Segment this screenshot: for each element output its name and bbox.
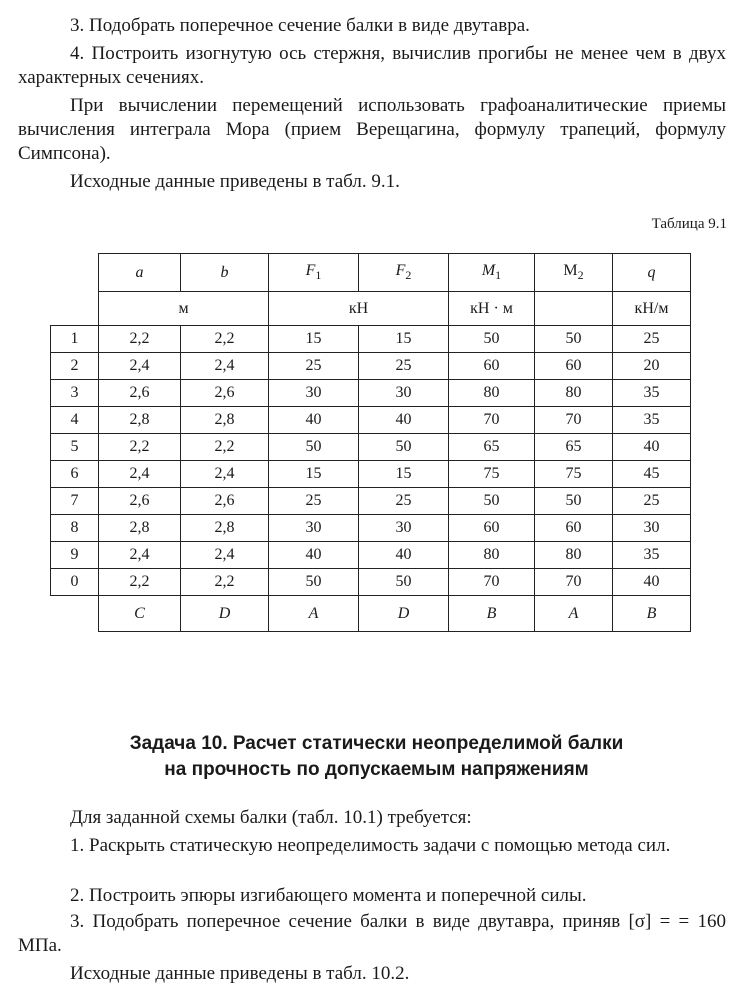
row-number-cell: 7: [51, 488, 99, 515]
table-cell: 50: [535, 488, 613, 515]
header-q: q: [613, 254, 691, 292]
table-cell: 20: [613, 353, 691, 380]
table-cell: 60: [535, 515, 613, 542]
table-row: [51, 434, 691, 461]
table-cell: 15: [359, 461, 449, 488]
footer-cell: A: [535, 596, 613, 632]
table-cell: 80: [535, 542, 613, 569]
row-number-cell: 1: [51, 326, 99, 353]
table-cell: 35: [613, 407, 691, 434]
header-f1: $F_1$: [269, 254, 359, 292]
table-cell: 35: [613, 380, 691, 407]
table-cell: 2,6: [99, 380, 181, 407]
table-cell: 30: [269, 515, 359, 542]
table-cell: 2,6: [181, 488, 269, 515]
table-corner-cell: [51, 292, 99, 326]
table-cell: 2,8: [181, 407, 269, 434]
row-number-cell: 3: [51, 380, 99, 407]
row-number-cell: 9: [51, 542, 99, 569]
table-cell: 40: [269, 542, 359, 569]
paragraph-source-data-9: Исходные данные приведены в табл. 9.1.: [70, 171, 400, 192]
table-cell: 15: [359, 326, 449, 353]
data-table-9-1: [50, 253, 691, 632]
table-cell: 15: [269, 326, 359, 353]
table-cell: 25: [613, 326, 691, 353]
table-row: [51, 326, 691, 353]
table-cell: 25: [359, 488, 449, 515]
paragraph-task-10-step-3: 3. Подобрать поперечное сечение балки в виде двутавра, приняв [σ] = = 160 МПа.: [18, 911, 726, 956]
table-cell: 40: [359, 407, 449, 434]
footer-cell: A: [269, 596, 359, 632]
paragraph-task-10-intro: Для заданной схемы балки (табл. 10.1) требуется:: [70, 807, 472, 828]
row-number-cell: 4: [51, 407, 99, 434]
table-cell: 75: [449, 461, 535, 488]
header-a: a: [99, 254, 181, 292]
table-cell: 2,2: [99, 569, 181, 596]
unit-moment: кН · м: [449, 292, 535, 326]
table-header-row: [51, 254, 691, 292]
table-cell: 2,4: [181, 353, 269, 380]
table-cell: 75: [535, 461, 613, 488]
table-row: [51, 542, 691, 569]
row-number-cell: 8: [51, 515, 99, 542]
table-body: [51, 326, 691, 596]
table-row: [51, 515, 691, 542]
table-footer-row: [51, 596, 691, 632]
table-row: [51, 353, 691, 380]
table-cell: 30: [613, 515, 691, 542]
table-cell: 25: [613, 488, 691, 515]
table-cell: 25: [269, 353, 359, 380]
table-cell: 2,6: [99, 488, 181, 515]
table-cell: 2,6: [181, 380, 269, 407]
unit-length: м: [99, 292, 269, 326]
table-row: [51, 488, 691, 515]
paragraph-mohr-methods: При вычислении перемещений использовать графоаналитические приемы вычисления интеграла Мора (прием Верещагина, формулу трапеций, формулу Симпсона).: [18, 95, 726, 164]
table-cell: 2,8: [99, 515, 181, 542]
header-m1: $M_1$: [449, 254, 535, 292]
table-row: [51, 461, 691, 488]
table-cell: 40: [359, 542, 449, 569]
table-caption: Таблица 9.1: [651, 216, 727, 232]
table-cell: 50: [359, 434, 449, 461]
table-cell: 2,2: [99, 326, 181, 353]
table-cell: 50: [449, 326, 535, 353]
table-cell: 35: [613, 542, 691, 569]
table-cell: 70: [449, 407, 535, 434]
footer-cell: C: [99, 596, 181, 632]
table-cell: 2,2: [99, 434, 181, 461]
row-number-cell: 6: [51, 461, 99, 488]
table-cell: 30: [359, 380, 449, 407]
row-number-cell: 0: [51, 569, 99, 596]
table-cell: 50: [269, 569, 359, 596]
table-cell: 70: [449, 569, 535, 596]
unit-load: кН/м: [613, 292, 691, 326]
table-cell: 50: [359, 569, 449, 596]
table-cell: 2,4: [99, 542, 181, 569]
table-cell: 2,8: [99, 407, 181, 434]
table-cell: 2,8: [181, 515, 269, 542]
table-cell: 40: [613, 569, 691, 596]
table-row: [51, 407, 691, 434]
table-cell: 2,4: [181, 542, 269, 569]
header-f2: $F_2$: [359, 254, 449, 292]
table-cell: 70: [535, 407, 613, 434]
table-cell: 2,4: [99, 461, 181, 488]
paragraph-step-3: 3. Подобрать поперечное сечение балки в виде двутавра.: [70, 15, 530, 36]
table-cell: 30: [359, 515, 449, 542]
table-row: [51, 380, 691, 407]
table-cell: 25: [269, 488, 359, 515]
table-cell: 50: [269, 434, 359, 461]
table-cell: 2,4: [99, 353, 181, 380]
task-10-heading: [0, 731, 753, 783]
table-cell: 25: [359, 353, 449, 380]
table-cell: 2,2: [181, 434, 269, 461]
task-10-title-line-2: на прочность по допускаемым напряжениям: [164, 759, 589, 780]
table-cell: 45: [613, 461, 691, 488]
header-b: b: [181, 254, 269, 292]
footer-cell: D: [181, 596, 269, 632]
paragraph-task-10-step-1: 1. Раскрыть статическую неопределимость задачи с помощью метода сил.: [70, 835, 671, 856]
table-cell: 2,4: [181, 461, 269, 488]
footer-cell: B: [613, 596, 691, 632]
table-cell: 15: [269, 461, 359, 488]
table-row: [51, 569, 691, 596]
task-10-title-line-1: Задача 10. Расчет статически неопределимой балки: [129, 733, 624, 754]
table-cell: 60: [535, 353, 613, 380]
row-number-cell: 2: [51, 353, 99, 380]
table-cell: 50: [535, 326, 613, 353]
table-cell: 70: [535, 569, 613, 596]
paragraph-task-10-step-2: 2. Построить эпюры изгибающего момента и поперечной силы.: [70, 885, 587, 906]
table-units-row: [51, 292, 691, 326]
table-cell: 60: [449, 515, 535, 542]
row-number-cell: 5: [51, 434, 99, 461]
table-cell: 30: [269, 380, 359, 407]
paragraph-source-data-10: Исходные данные приведены в табл. 10.2.: [70, 963, 410, 984]
table-cell: 60: [449, 353, 535, 380]
table-cell: 80: [449, 380, 535, 407]
unit-empty: [535, 292, 613, 326]
table-corner-cell: [51, 596, 99, 632]
table-cell: 50: [449, 488, 535, 515]
table-cell: 2,2: [181, 326, 269, 353]
table-cell: 80: [535, 380, 613, 407]
table-cell: 65: [535, 434, 613, 461]
table-cell: 65: [449, 434, 535, 461]
paragraph-step-4: 4. Построить изогнутую ось стержня, вычислив прогибы не менее чем в двух характерных сечениях.: [18, 43, 726, 88]
unit-force: кН: [269, 292, 449, 326]
footer-cell: D: [359, 596, 449, 632]
table-cell: 40: [613, 434, 691, 461]
footer-cell: B: [449, 596, 535, 632]
header-m2: $M_2$: [535, 254, 613, 292]
table-corner-cell: [51, 254, 99, 292]
table-cell: 2,2: [181, 569, 269, 596]
table-cell: 80: [449, 542, 535, 569]
table-cell: 40: [269, 407, 359, 434]
